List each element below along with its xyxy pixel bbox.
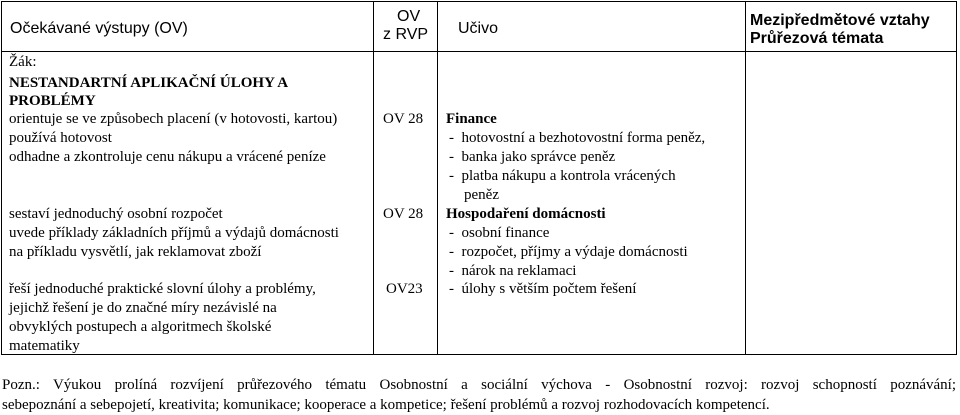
note-line: sebepoznání a sebepojetí, kreativita; komunikace; kooperace a kompetice; řešení problémů a rozvoj rozhodovacích kompetencí. (2, 397, 770, 413)
outcome-line: odhadne a zkontroluje cenu nákupu a vrácené peníze (9, 149, 326, 165)
content-item: - úlohy s větším počtem řešení (449, 281, 637, 297)
outcomes-heading-line: NESTANDARTNÍ APLIKAČNÍ ÚLOHY A (9, 75, 289, 91)
outcome-line: sestaví jednoduchý osobní rozpočet (9, 206, 223, 222)
header-divider (2, 51, 956, 52)
note-paragraph (2, 375, 956, 415)
note-line: Pozn.: Výukou prolíná rozvíjení průřezového tématu Osobnostní a sociální výchova - Osobnostní rozvoj: rozvoj schopností poznávání; (2, 377, 956, 393)
outcome-line: matematiky (9, 338, 80, 354)
content-item: - nárok na reklamaci (449, 263, 577, 279)
ov-code: OV 28 (383, 111, 424, 127)
student-label: Žák: (9, 54, 37, 70)
outcome-line: řeší jednoduché praktické slovní úlohy a problémy, (9, 281, 316, 297)
ov-code: OV 28 (383, 206, 424, 222)
content-item: - hotovostní a bezhotovostní forma peněz, (449, 130, 706, 146)
header-outcomes: Očekávané výstupy (OV) (10, 20, 188, 37)
ov-code: OV23 (386, 281, 423, 297)
content-topic-title: Finance (446, 111, 497, 127)
outcome-line: orientuje se ve způsobech placení (v hotovosti, kartou) (9, 111, 338, 127)
outcomes-heading-line: PROBLÉMY (9, 93, 96, 109)
outcome-line: na příkladu vysvětlí, jak reklamovat zboží (9, 244, 262, 260)
header-ov-code: OV (397, 8, 421, 25)
curriculum-table (1, 1, 957, 355)
outcome-line: obvyklých postupech a algoritmech školské (9, 319, 272, 335)
outcome-line: uvede příklady základních příjmů a výdajů domácnosti (9, 225, 339, 241)
content-item: - banka jako správce peněz (449, 149, 616, 165)
header-cross-curricular: Mezipředmětové vztahy (750, 12, 930, 29)
content-item: - platba nákupu a kontrola vrácených (449, 168, 676, 184)
column-divider (437, 2, 438, 354)
content-item: - osobní finance (449, 225, 550, 241)
content-item: peněz (449, 187, 499, 203)
column-divider (373, 2, 374, 354)
header-cross-curricular-topics: Průřezová témata (750, 30, 884, 47)
column-divider (745, 2, 746, 354)
header-ov-rvp: z RVP (383, 26, 429, 43)
content-topic-title: Hospodaření domácnosti (446, 206, 606, 222)
content-item: - rozpočet, příjmy a výdaje domácnosti (449, 244, 688, 260)
header-content: Učivo (458, 20, 499, 37)
outcome-line: používá hotovost (9, 130, 112, 146)
outcome-line: jejichž řešení je do značné míry nezávislé na (9, 300, 277, 316)
